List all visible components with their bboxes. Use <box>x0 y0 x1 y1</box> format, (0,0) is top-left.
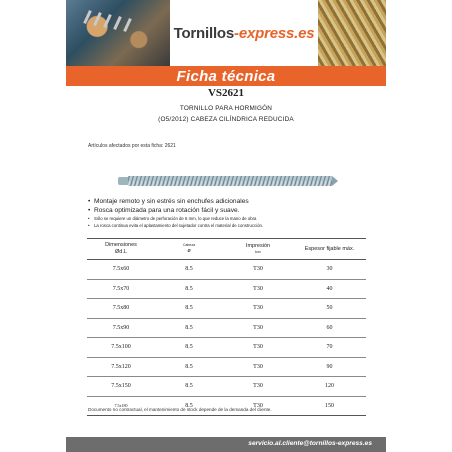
table-row <box>87 279 366 299</box>
cell-dimension: 7.5x120 <box>87 357 155 377</box>
logo-text-main: Tornillos <box>173 24 235 42</box>
disclaimer-note: Documento no contractual, el mantenimiento de stock depende de la demanda del cliente. <box>88 407 272 412</box>
cell-drive: T30 <box>223 299 293 319</box>
header-drive: Impresión torx <box>223 239 293 260</box>
product-title-line2: (O5/2012) CABEZA CILÍNDRICA REDUCIDA <box>158 116 294 123</box>
cell-dimension: 7.5x70 <box>87 279 155 299</box>
product-code: VS2621 <box>207 87 245 99</box>
cell-head: 8.5 <box>155 279 223 299</box>
banner-title: Ficha técnica <box>66 66 386 86</box>
footer-bar <box>66 437 386 452</box>
cell-drive: T30 <box>223 396 293 416</box>
spec-table <box>87 238 366 416</box>
cell-head: 8.5 <box>155 396 223 416</box>
header <box>66 0 386 70</box>
cell-thickness: 70 <box>293 338 366 358</box>
cell-thickness: 30 <box>293 260 366 280</box>
cell-dimension: 7.5x80 <box>87 299 155 319</box>
affected-items: Artículos afectados por esta ficha: 2621 <box>88 143 176 149</box>
table-row <box>87 377 366 397</box>
header-thickness: Espesor fijable máx. <box>293 239 366 260</box>
product-title-line1: TORNILLO PARA HORMIGÓN <box>179 105 273 112</box>
cell-thickness: 50 <box>293 299 366 319</box>
header-photo-tools <box>66 0 170 66</box>
cell-drive: T30 <box>223 338 293 358</box>
cell-drive: T30 <box>223 377 293 397</box>
cell-head: 8.5 <box>155 338 223 358</box>
cell-drive: T30 <box>223 357 293 377</box>
cell-thickness: 120 <box>293 377 366 397</box>
cell-drive: T30 <box>223 279 293 299</box>
cell-drive: T30 <box>223 260 293 280</box>
cell-head: 8.5 <box>155 260 223 280</box>
logo-text-accent: -express.es <box>234 24 315 42</box>
table-row <box>87 318 366 338</box>
screw-image <box>118 174 338 188</box>
table-row <box>87 260 366 280</box>
contact-email-link[interactable]: servicio.al.cliente@tornillos-express.es <box>248 440 372 447</box>
table-row <box>87 299 366 319</box>
feature-item: • Sólo se requiere un diámetro de perforación de 6 mm, lo que reduce la mano de obra <box>88 215 378 222</box>
cell-thickness: 90 <box>293 357 366 377</box>
cell-dimension: 7.5x180 <box>87 396 155 416</box>
cell-thickness: 150 <box>293 396 366 416</box>
cell-head: 8.5 <box>155 299 223 319</box>
header-head: Cabeza ø <box>155 239 223 260</box>
cell-dimension: 7.5x60 <box>87 260 155 280</box>
header-dimensions: Dimensiones Ød.L <box>87 239 155 260</box>
cell-thickness: 60 <box>293 318 366 338</box>
feature-item: • Rosca optimizada para una rotación fácil y suave. <box>88 206 378 215</box>
logo[interactable] <box>170 0 318 66</box>
feature-item: • La rosca continua evita el aplastamiento del sujetador contra el material de construcción. <box>88 222 378 229</box>
feature-item: • Montaje remoto y sin estrés sin enchufes adicionales <box>88 197 378 206</box>
cell-dimension: 7.5x90 <box>87 318 155 338</box>
cell-head: 8.5 <box>155 357 223 377</box>
table-header-row <box>87 239 366 260</box>
table-row <box>87 357 366 377</box>
cell-drive: T30 <box>223 318 293 338</box>
cell-dimension: 7.5x100 <box>87 338 155 358</box>
table-row <box>87 338 366 358</box>
cell-head: 8.5 <box>155 377 223 397</box>
header-photo-screws <box>318 0 386 66</box>
cell-head: 8.5 <box>155 318 223 338</box>
cell-dimension: 7.5x150 <box>87 377 155 397</box>
cell-thickness: 40 <box>293 279 366 299</box>
feature-list <box>88 197 378 229</box>
table-row <box>87 396 366 416</box>
